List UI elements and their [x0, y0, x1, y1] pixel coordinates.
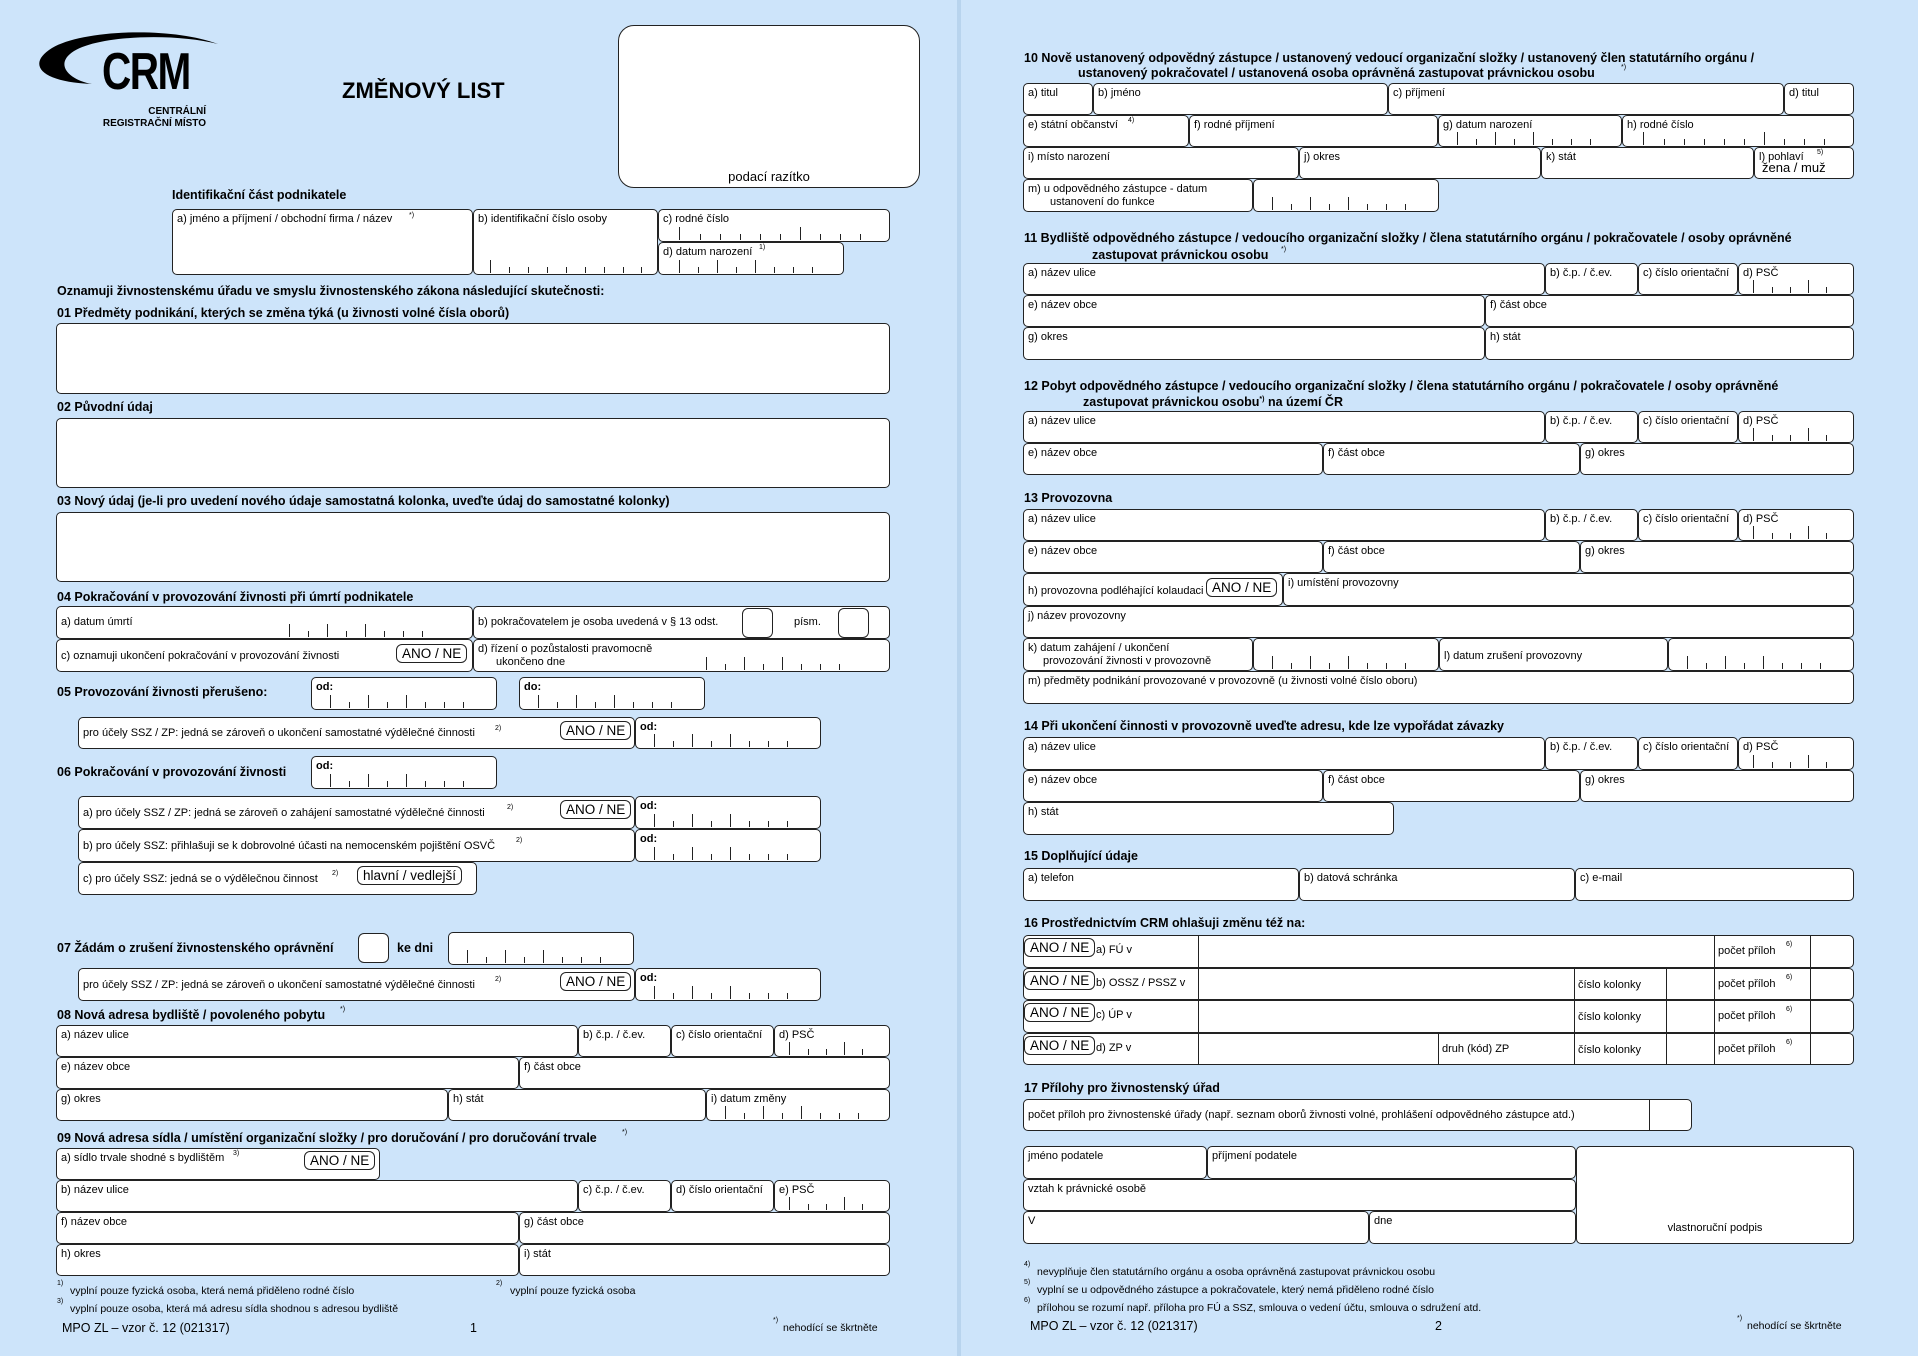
s09-district[interactable]: h) okres — [56, 1244, 519, 1276]
applicant-first-name[interactable]: jméno podatele — [1023, 1146, 1207, 1179]
s08-street[interactable]: a) název ulice — [56, 1025, 578, 1057]
s13-location[interactable]: i) umístění provozovny — [1283, 573, 1854, 606]
ano-ne-toggle[interactable]: ANO / NE — [304, 1151, 375, 1170]
footnote-5: vyplní se u odpovědného zástupce a pokračovatele, který nemá přiděleno rodné číslo — [1037, 1284, 1434, 1296]
s16-row-fu: a) FÚ v počet příloh 6) — [1023, 935, 1854, 968]
intro-text: Oznamuji živnostenskému úřadu ve smyslu živnostenského zákona následující skutečnosti: — [57, 284, 605, 298]
s04-heading: 04 Pokračování v provozování živnosti při úmrtí podnikatele — [57, 590, 414, 604]
footnote-2: vyplní pouze fyzická osoba — [510, 1285, 636, 1297]
s07-ssz-date[interactable]: od: — [635, 968, 821, 1001]
s11-district[interactable]: g) okres — [1023, 327, 1485, 360]
s13-cp[interactable]: b) č.p. / č.ev. — [1545, 509, 1638, 541]
s13-start-end-row: k) datum zahájení / ukončení provozování živnosti v provozovně — [1023, 638, 1253, 671]
applicant-surname[interactable]: příjmení podatele — [1207, 1146, 1576, 1179]
s15-heading: 15 Doplňující údaje — [1024, 849, 1138, 863]
s11-heading: 11 Bydliště odpovědného zástupce / vedoucího organizační složky / člena statutárního orgánu / pokračovatele / osoby oprávněné — [1024, 231, 1792, 245]
end-continuation-field: c) oznamuji ukončení pokračování v provozování živnosti — [56, 639, 473, 672]
s03-field[interactable] — [56, 512, 890, 582]
ano-ne-toggle[interactable]: ANO / NE — [560, 972, 631, 991]
footnote-3: vyplní pouze osoba, která má adresu sídla shodnou s adresou bydliště — [70, 1303, 399, 1315]
crm-logo — [30, 26, 220, 132]
s06-from-date[interactable]: od: — [311, 756, 497, 789]
s16-heading: 16 Prostřednictvím CRM ohlašuji změnu též na: — [1024, 916, 1306, 930]
death-date-field[interactable]: a) datum úmrtí — [56, 606, 473, 639]
phone-field[interactable]: a) telefon — [1023, 868, 1299, 901]
s13-psc[interactable]: d) PSČ — [1738, 509, 1854, 541]
footnote-6: přílohou se rozumí např. příloha pro FÚ a SSZ, smlouva o vedení účtu, smlouva o sdružení atd. — [1037, 1302, 1482, 1314]
strike-note: nehodící se škrtněte — [1747, 1320, 1842, 1332]
s06-b-row: b) pro účely SSZ: přihlašuji se k dobrovolné účasti na nemocenském pojištění OSVČ 2) — [78, 829, 635, 862]
ident-heading: Identifikační část podnikatele — [172, 188, 347, 202]
s08-co[interactable]: c) číslo orientační — [671, 1025, 774, 1057]
signature-box[interactable]: vlastnoruční podpis — [1576, 1146, 1854, 1244]
s11-town-part[interactable]: f) část obce — [1485, 295, 1854, 327]
page-title: ZMĚNOVÝ LIST — [342, 78, 505, 103]
s14-town-part[interactable]: f) část obce — [1323, 770, 1580, 802]
hlavni-vedlejsi-toggle[interactable]: hlavní / vedlejší — [357, 866, 462, 885]
s12-psc[interactable]: d) PSČ — [1738, 411, 1854, 443]
s07-date[interactable] — [448, 932, 634, 965]
s05-ssz-date[interactable]: od: — [635, 717, 821, 749]
s10-surname[interactable]: c) příjmení — [1388, 83, 1784, 115]
s13-closure-row: l) datum zrušení provozovny — [1439, 638, 1668, 671]
s16-row-zp: d) ZP v druh (kód) ZP číslo kolonky počet příloh 6) — [1023, 1033, 1854, 1065]
cancel-license-checkbox[interactable] — [358, 933, 389, 963]
s12-town[interactable]: e) název obce — [1023, 443, 1323, 475]
s14-co[interactable]: c) číslo orientační — [1638, 737, 1738, 770]
continuer-field: b) pokračovatelem je osoba uvedená v § 13 odst. písm. — [473, 606, 890, 639]
s12-cp[interactable]: b) č.p. / č.ev. — [1545, 411, 1638, 443]
ano-ne-toggle[interactable]: ANO / NE — [396, 644, 467, 663]
s13-start-end-date[interactable] — [1253, 638, 1439, 671]
s09-same-row: a) sídlo trvale shodné s bydlištěm 3) — [56, 1148, 380, 1180]
fu-ano-ne-toggle[interactable]: ANO / NE — [1024, 938, 1095, 957]
s05-from-date[interactable]: od: — [311, 677, 497, 710]
s11-co[interactable]: c) číslo orientační — [1638, 263, 1738, 295]
s10-birth-place[interactable]: i) místo narození — [1023, 147, 1299, 179]
s03-heading: 03 Nový údaj (je-li pro uvedení nového údaje samostatná kolonka, uveďte údaj do samostatné kolonky) — [57, 494, 670, 508]
s06-b-date[interactable]: od: — [635, 829, 821, 862]
s09-cp[interactable]: c) č.p. / č.ev. — [578, 1180, 671, 1212]
s10-state[interactable]: k) stát — [1541, 147, 1754, 179]
s13-name[interactable]: j) název provozovny — [1023, 606, 1854, 638]
s14-heading: 14 Při ukončení činnosti v provozovně uveďte adresu, kde lze vypořádat závazky — [1024, 719, 1504, 733]
s08-state[interactable]: h) stát — [448, 1089, 706, 1121]
page-number: 2 — [1435, 1319, 1442, 1333]
s14-district[interactable]: g) okres — [1580, 770, 1854, 802]
s07-heading: 07 Žádám o zrušení živnostenského oprávnění — [57, 941, 334, 955]
s06-a-date[interactable]: od: — [635, 796, 821, 829]
up-ano-ne-toggle[interactable]: ANO / NE — [1024, 1003, 1095, 1022]
s10-birth-date[interactable]: g) datum narození — [1438, 115, 1622, 147]
s10-heading-2: ustanovený pokračovatel / ustanovená osoba oprávněná zastupovat právnickou osobu — [1078, 66, 1595, 80]
s13-closure-date[interactable] — [1668, 638, 1854, 671]
page-2: 10 Nově ustanovený odpovědný zástupce / ustanovený vedoucí organizační složky / ustanovený člen statutárního orgánu / ustanovený pokračovatel / ustanovená osoba oprávněná zastupovat právnickou osobu *) a) titul b) jméno c) příjmení d) titul e) státní občanství 4) f) rodné příjmení g) datum narození h) rodné číslo i) místo narození j) okres k) stát l) pohlaví 5) žena / muž m) u odpovědného zástupce - datum ustanovení do funkce 11 Bydliště odpovědného zástupce / vedoucího organizační složky / člena statutárního orgánu / pokračovatele / osoby oprávněné zastupovat právnickou osobu *) a) název ulice b) č.p. / č.ev. c) číslo orientační d) PSČ e) název obce f) část obce g) okres h) stát 12 Pobyt odpovědného zástupce / vedoucího organizační složky / člena statutárního orgánu / pokračovatele / osoby oprávněné zastupovat právnickou osobu*) na území ČR a) název ulice b) č.p. / č.ev. c) číslo orientační d) PSČ e) název obce f) část obce g) okres 13 Provozovna a) název ulice b) č.p. / č.ev. c) číslo orientační d) PSČ e) název obce f) část obce g) okres h) provozovna podléhající kolaudaci ANO / NE i) umístění provozovny j) název provozovny k) datum zahájení / ukončení provozování živnosti v provozovně l) datum zrušení provozovny m) předměty podnikání provozované v provozovně (u živnosti volné číslo oboru) 14 Při ukončení činnosti v provozovně uveďte adresu, kde lze vypořádat závazky a) název ulice b) č.p. / č.ev. c) číslo orientační d) PSČ e) název obce f) část obce g) okres h) stát 15 Doplňující údaje a) telefon b) datová schránka c) e-mail 16 Prostřednictvím CRM ohlašuji změnu též na: a) FÚ v počet příloh 6) ANO / NE b) OSSZ / PSSZ v číslo kolonky počet příloh 6) ANO / NE c) ÚP v číslo kolonky počet příloh 6) ANO / NE d) ZP v druh (kód) ZP číslo kolonky počet příloh 6) ANO / NE 17 Přílohy pro živnostenský úřad počet příloh pro živnostenské úřady (např. seznam oborů živnosti volné, prohlášení odpovědného zástupce atd.) jméno podatele příjmení podatele vztah k právnické osobě V dne vlastnoruční podpis 4) nevyplňuje člen statutárního orgánu a osoba oprávněná zastupovat právnickou osobu 5) vyplní se u odpovědného zástupce a pokračovatele, který nemá přiděleno rodné číslo 6) přílohou se rozumí např. příloha pro FÚ a SSZ, smlouva o vedení účtu, smlouva o sdružení atd. MPO ZL – vzor č. 12 (021317) 2 *) nehodící se škrtněte — [961, 0, 1918, 1356]
s09-town[interactable]: f) název obce — [56, 1212, 519, 1244]
zp-ano-ne-toggle[interactable]: ANO / NE — [1024, 1036, 1095, 1055]
ossz-ano-ne-toggle[interactable]: ANO / NE — [1024, 971, 1095, 990]
s10-district[interactable]: j) okres — [1299, 147, 1541, 179]
s14-town[interactable]: e) název obce — [1023, 770, 1323, 802]
s13-town[interactable]: e) název obce — [1023, 541, 1323, 573]
s09-co[interactable]: d) číslo orientační — [671, 1180, 774, 1212]
form-id: MPO ZL – vzor č. 12 (021317) — [62, 1321, 230, 1335]
s14-state[interactable]: h) stát — [1023, 802, 1394, 835]
s09-psc[interactable]: e) PSČ — [774, 1180, 890, 1212]
s13-town-part[interactable]: f) část obce — [1323, 541, 1580, 573]
s05-ssz-row: pro účely SSZ / ZP: jedná se zároveň o ukončení samostatné výdělečné činnosti 2) — [78, 717, 635, 749]
s13-street[interactable]: a) název ulice — [1023, 509, 1545, 541]
s02-heading: 02 Původní údaj — [57, 400, 153, 414]
ano-ne-toggle[interactable]: ANO / NE — [560, 721, 631, 740]
legal-relation[interactable]: vztah k právnické osobě — [1023, 1179, 1576, 1211]
footnote-4: nevyplňuje člen statutárního orgánu a osoba oprávněná zastupovat právnickou osobu — [1037, 1266, 1436, 1278]
sex-toggle[interactable]: žena / muž — [1762, 160, 1826, 175]
s10-title-after[interactable]: d) titul — [1784, 83, 1854, 115]
s09-heading: 09 Nová adresa sídla / umístění organizační složky / pro doručování / pro doručování trvale — [57, 1131, 597, 1145]
page-1: CRM CENTRÁLNÍ REGISTRAČNÍ MÍSTO ZMĚNOVÝ LIST podací razítko Identifikační část podnikatele a) jméno a příjmení / obchodní firma / název *) b) identifikační číslo osoby c) rodné číslo d) datum narození 1) Oznamuji živnostenskému úřadu ve smyslu živnostenského zákona následující skutečnosti: 01 Předměty podnikání, kterých se změna týká (u živnosti volné čísla oborů) 02 Původní údaj 03 Nový údaj (je-li pro uvedení nového údaje samostatná kolonka, uveďte údaj do samostatné kolonky) 04 Pokračování v provozování živnosti při úmrtí podnikatele a) datum úmrtí b) pokračovatelem je osoba uvedená v § 13 odst. písm. c) oznamuji ukončení pokračování v provozování živnosti ANO / NE d) řízení o pozůstalosti pravomocně ukončeno dne 05 Provozování živnosti přerušeno: od: do: pro účely SSZ / ZP: jedná se zároveň o ukončení samostatné výdělečné činnosti 2) ANO / NE od: 06 Pokračování v provozování živnosti od: a) pro účely SSZ / ZP: jedná se zároveň o zahájení samostatné výdělečné činnosti 2) ANO / NE od: b) pro účely SSZ: přihlašuji se k dobrovolné účasti na nemocenském pojištění OSVČ 2) od: c) pro účely SSZ: jedná se o výdělečnou činnost 2) hlavní / vedlejší 07 Žádám o zrušení živnostenského oprávnění ke dni pro účely SSZ / ZP: jedná se zároveň o ukončení samostatné výdělečné činnosti 2) ANO / NE od: 08 Nová adresa bydliště / povoleného pobytu *) a) název ulice b) č.p. / č.ev. c) číslo orientační d) PSČ e) název obce f) část obce g) okres h) stát i) datum změny 09 Nová adresa sídla / umístění organizační složky / pro doručování / pro doručování trvale *) a) sídlo trvale shodné s bydlištěm 3) ANO / NE b) název ulice c) č.p. / č.ev. d) číslo orientační e) PSČ f) název obce g) část obce h) okres i) stát 1) vyplní pouze fyzická osoba, která nemá přiděleno rodné číslo 2) vyplní pouze fyzická osoba 3) vyplní pouze osoba, která má adresu sídla shodnou s adresou bydliště MPO ZL – vzor č. 12 (021317) 1 *) nehodící se škrtněte — [0, 0, 957, 1356]
ano-ne-toggle[interactable]: ANO / NE — [560, 800, 631, 819]
place-field[interactable]: V — [1023, 1211, 1369, 1244]
s11-psc[interactable]: d) PSČ — [1738, 263, 1854, 295]
data-box-field[interactable]: b) datová schránka — [1299, 868, 1575, 901]
s06-c-row: c) pro účely SSZ: jedná se o výdělečnou činnost 2) — [78, 862, 477, 895]
s10-title-before[interactable]: a) titul — [1023, 83, 1093, 115]
form-id: MPO ZL – vzor č. 12 (021317) — [1030, 1319, 1198, 1333]
date-field[interactable]: dne — [1369, 1211, 1576, 1244]
s14-cp[interactable]: b) č.p. / č.ev. — [1545, 737, 1638, 770]
s10-appointment-row: m) u odpovědného zástupce - datum ustanovení do funkce — [1023, 179, 1253, 212]
s11-cp[interactable]: b) č.p. / č.ev. — [1545, 263, 1638, 295]
footnote-1: vyplní pouze fyzická osoba, která nemá přiděleno rodné číslo — [70, 1285, 355, 1297]
s05-heading: 05 Provozování živnosti přerušeno: — [57, 685, 268, 699]
s13-subjects[interactable]: m) předměty podnikání provozované v provozovně (u živnosti volné číslo oboru) — [1023, 671, 1854, 704]
s05-to-date[interactable]: do: — [519, 677, 705, 710]
s10-birth-number[interactable]: h) rodné číslo — [1622, 115, 1854, 147]
s02-field[interactable] — [56, 418, 890, 488]
s17-attachments[interactable]: počet příloh pro živnostenské úřady (např. seznam oborů živnosti volné, prohlášení odpovědného zástupce atd.) — [1023, 1099, 1692, 1131]
birth-date-field[interactable]: d) datum narození 1) — [658, 242, 844, 275]
s16-row-up: c) ÚP v číslo kolonky počet příloh 6) — [1023, 1000, 1854, 1033]
s01-field[interactable] — [56, 323, 890, 394]
s12-district[interactable]: g) okres — [1580, 443, 1854, 475]
email-field[interactable]: c) e-mail — [1575, 868, 1854, 901]
probate-date-field[interactable]: d) řízení o pozůstalosti pravomocně ukončeno dne — [473, 639, 890, 672]
s12-street[interactable]: a) název ulice — [1023, 411, 1545, 443]
ico-field[interactable]: b) identifikační číslo osoby — [473, 209, 658, 275]
ano-ne-toggle[interactable]: ANO / NE — [1206, 578, 1277, 597]
s06-a-row: a) pro účely SSZ / ZP: jedná se zároveň o zahájení samostatné výdělečné činnosti 2) — [78, 796, 635, 829]
s08-change-date[interactable]: i) datum změny — [706, 1089, 890, 1121]
s14-street[interactable]: a) název ulice — [1023, 737, 1545, 770]
s13-district[interactable]: g) okres — [1580, 541, 1854, 573]
s11-town[interactable]: e) název obce — [1023, 295, 1485, 327]
page-number: 1 — [470, 1321, 477, 1335]
s11-street[interactable]: a) název ulice — [1023, 263, 1545, 295]
s08-town[interactable]: e) název obce — [56, 1057, 519, 1089]
s10-citizenship[interactable]: e) státní občanství 4) — [1023, 115, 1189, 147]
s13-co[interactable]: c) číslo orientační — [1638, 509, 1738, 541]
s09-state[interactable]: i) stát — [519, 1244, 890, 1276]
pism-checkbox[interactable] — [838, 608, 869, 638]
ke-dni-label: ke dni — [397, 941, 434, 955]
s11-state[interactable]: h) stát — [1485, 327, 1854, 360]
odst-checkbox[interactable] — [742, 608, 773, 638]
s10-birth-surname[interactable]: f) rodné příjmení — [1189, 115, 1438, 147]
s06-heading: 06 Pokračování v provozování živnosti — [57, 765, 287, 779]
s16-row-ossz: b) OSSZ / PSSZ v číslo kolonky počet příloh 6) — [1023, 968, 1854, 1000]
s09-town-part[interactable]: g) část obce — [519, 1212, 890, 1244]
s12-town-part[interactable]: f) část obce — [1323, 443, 1580, 475]
s13-heading: 13 Provozovna — [1024, 491, 1113, 505]
s08-psc[interactable]: d) PSČ — [774, 1025, 890, 1057]
s08-town-part[interactable]: f) část obce — [519, 1057, 890, 1089]
s07-ssz-row: pro účely SSZ / ZP: jedná se zároveň o ukončení samostatné výdělečné činnosti 2) — [78, 968, 635, 1001]
stamp-box: podací razítko — [618, 25, 920, 188]
s10-sex: l) pohlaví 5) — [1754, 147, 1854, 179]
logo-subtitle: CENTRÁLNÍ REGISTRAČNÍ MÍSTO — [102, 106, 206, 129]
s12-heading: 12 Pobyt odpovědného zástupce / vedoucího organizační složky / člena statutárního orgánu / pokračovatele / osoby oprávněné — [1024, 379, 1779, 393]
s10-first-name[interactable]: b) jméno — [1093, 83, 1388, 115]
s12-co[interactable]: c) číslo orientační — [1638, 411, 1738, 443]
s08-cp[interactable]: b) č.p. / č.ev. — [578, 1025, 671, 1057]
strike-note: nehodící se škrtněte — [783, 1322, 878, 1334]
s11-heading-2: zastupovat právnickou osobu — [1092, 248, 1269, 262]
s08-district[interactable]: g) okres — [56, 1089, 448, 1121]
s10-heading: 10 Nově ustanovený odpovědný zástupce / ustanovený vedoucí organizační složky / ustanovený člen statutárního orgánu / — [1024, 51, 1755, 65]
s17-heading: 17 Přílohy pro živnostenský úřad — [1024, 1081, 1220, 1095]
s09-street[interactable]: b) název ulice — [56, 1180, 578, 1212]
s10-appointment-date[interactable] — [1253, 179, 1439, 212]
name-field[interactable]: a) jméno a příjmení / obchodní firma / název *) — [172, 209, 473, 275]
s08-heading: 08 Nová adresa bydliště / povoleného pobytu — [57, 1008, 326, 1022]
logo-text: CRM — [102, 43, 190, 101]
s14-psc[interactable]: d) PSČ — [1738, 737, 1854, 770]
s01-heading: 01 Předměty podnikání, kterých se změna týká (u živnosti volné čísla oborů) — [57, 306, 510, 320]
birth-number-field[interactable]: c) rodné číslo — [658, 209, 890, 242]
s12-heading-2: zastupovat právnickou osobu*) na území ČR — [1083, 395, 1343, 409]
s13-approval-row: h) provozovna podléhající kolaudaci — [1023, 573, 1283, 606]
